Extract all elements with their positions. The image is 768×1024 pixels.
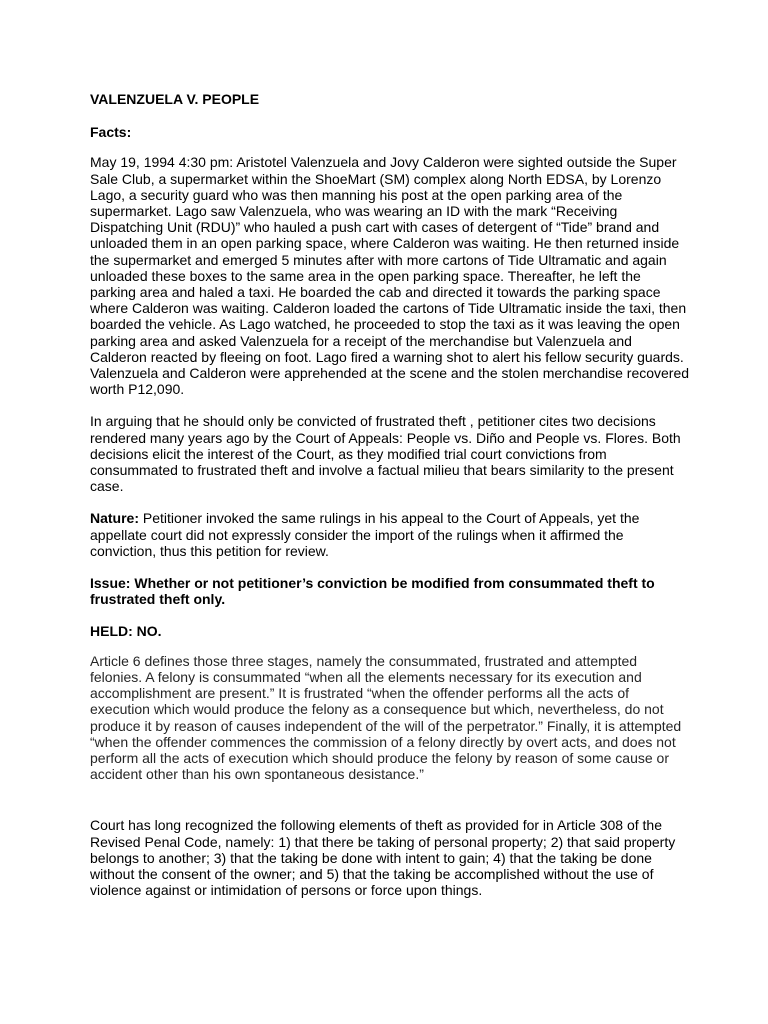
issue-statement: Issue: Whether or not petitioner’s conviction be modified from consummated theft to frustrated theft only. (90, 575, 655, 608)
facts-paragraph: May 19, 1994 4:30 pm: Aristotel Valenzuela and Jovy Calderon were sighted outside the Super Sale Club, a supermarket within the ShoeMart (SM) complex along North EDSA, by Lorenzo Lago, a security guard who was then manning his post at the open parking area of the supermarket. Lago saw Valenzuela, who was wearing an ID with the mark “Receiving Dispatching Unit (RDU)” who hauled a push cart with cases of detergent of “Tide” brand and unloaded them in an open parking space, where Calderon was waiting. He then returned inside the supermarket and emerged 5 minutes after with more cartons of Tide Ultramatic and again unloaded these boxes to the same area in the open parking space. Thereafter, he left the parking area and haled a taxi. He boarded the cab and directed it towards the parking space where Calderon was waiting. Calderon loaded the cartons of Tide Ultramatic inside the taxi, then boarded the vehicle. As Lago watched, he proceeded to stop the taxi as it was leaving the open parking area and asked Valenzuela for a receipt of the merchandise but Valenzuela and Calderon reacted by fleeing on foot. Lago fired a warning shot to alert his fellow security guards. Valenzuela and Calderon were apprehended at the scene and the stolen merchandise recovered worth P12,090. (90, 154, 690, 398)
nature-paragraph (90, 510, 690, 559)
document-title: VALENZUELA V. PEOPLE (90, 91, 260, 107)
nature-text: Petitioner invoked the same rulings in his appeal to the Court of Appeals, yet the appellate court did not expressly consider the import of the rulings when it affirmed the conviction, thus this petition for review. (90, 510, 640, 559)
facts-label: Facts: (90, 124, 132, 141)
argument-paragraph: In arguing that he should only be convicted of frustrated theft , petitioner cites two decisions rendered many years ago by the Court of Appeals: People vs. Diño and People vs. Flores. Both decisions elicit the interest of the Court, as they modified trial court convictions from consummated to frustrated theft and involve a factual milieu that bears similarity to the present case. (90, 413, 681, 495)
nature-label: Nature: (90, 510, 140, 527)
elements-paragraph: Court has long recognized the following elements of theft as provided for in Article 308 of the Revised Penal Code, namely: 1) that there be taking of personal property; 2) that said property belongs to another; 3) that the taking be done with intent to gain; 4) that the taking be done without the consent of the owner; and 5) that the taking be accomplished without the use of violence against or intimidation of persons or force upon things. (90, 817, 676, 899)
held-statement: HELD: NO. (90, 623, 162, 640)
paragraph-spacer (90, 798, 690, 817)
article6-paragraph: Article 6 defines those three stages, namely the consummated, frustrated and attempted felonies. A felony is consummated “when all the elements necessary for its execution and accomplishment are present.” It is frustrated “when the offender performs all the acts of execution which would produce the felony as a consequence but which, nevertheless, do not produce it by reason of causes independent of the will of the perpetrator.” Finally, it is attempted “when the offender commences the commission of a felony directly by overt acts, and does not perform all the acts of execution which should produce the felony by reason of some cause or accident other than his own spontaneous desistance.” (90, 652, 682, 783)
document-page (90, 91, 690, 914)
